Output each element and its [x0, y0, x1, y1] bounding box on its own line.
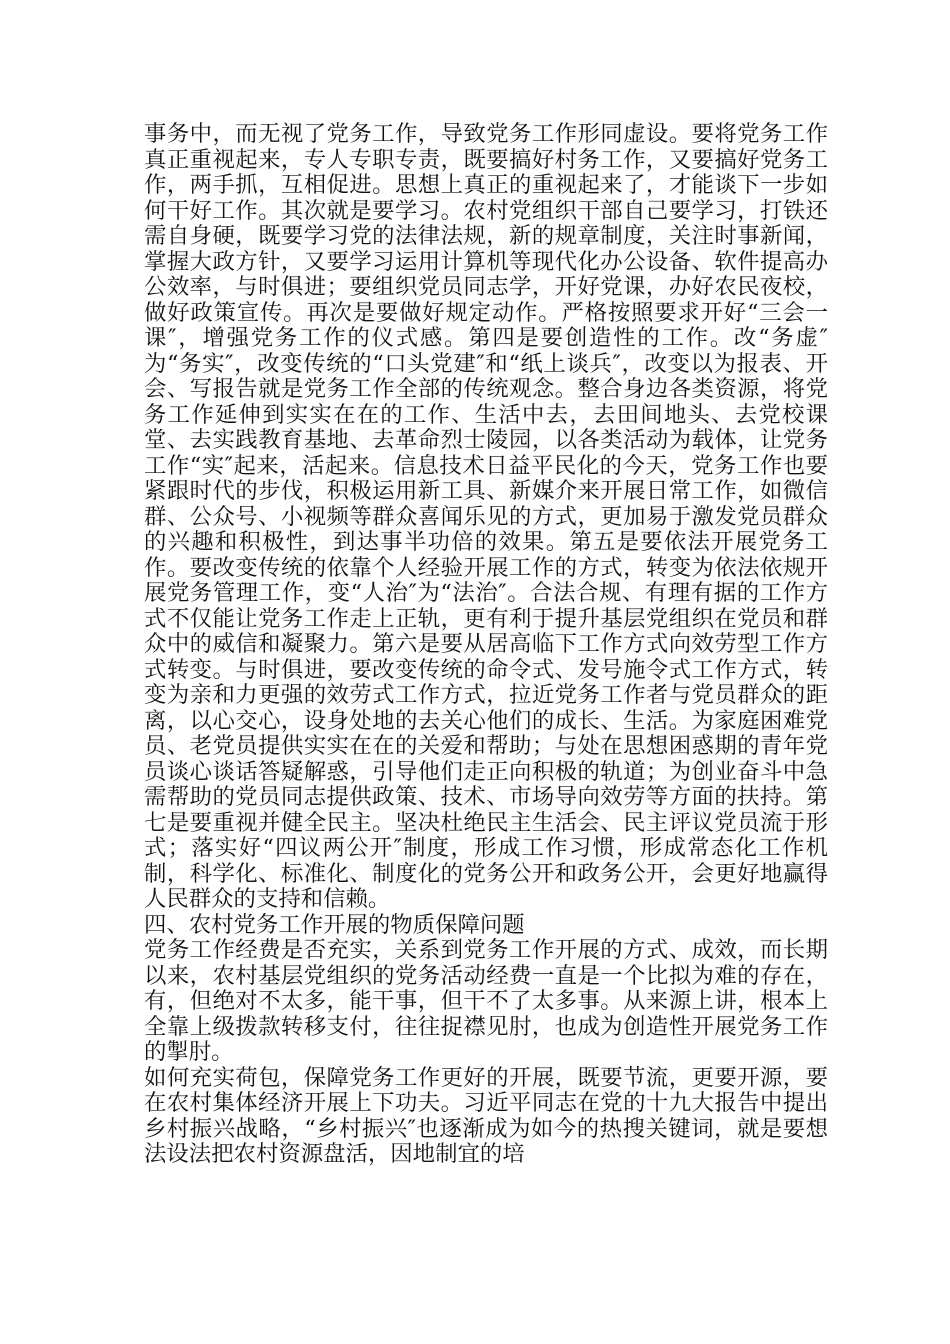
body-paragraph-2: 党务工作经费是否充实，关系到党务工作开展的方式、成效，而长期以来，农村基层党组织的党务活动经费一直是一个比拟为难的存在，有，但绝对不太多，能干事，但干不了太多事。从来源上讲，根本上全靠上级拨款转移支付，往往捉襟见肘，也成为创造性开展党务工作的掣肘。 — [144, 937, 828, 1065]
body-paragraph-3: 如何充实荷包，保障党务工作更好的开展，既要节流，更要开源，要在农村集体经济开展上下功夫。习近平同志在党的十九大报告中提出乡村振兴战略，“乡村振兴″也逐渐成为如今的热搜关键词，就是要想法设法把农村资源盘活，因地制宜的培 — [144, 1064, 828, 1167]
document-page — [144, 122, 828, 1168]
section-heading-4: 四、农村党务工作开展的物质保障问题 — [144, 911, 525, 938]
body-paragraph-1: 事务中，而无视了党务工作，导致党务工作形同虚设。要将党务工作真正重视起来，专人专职专责，既要搞好村务工作，又要搞好党务工作，两手抓，互相促进。思想上真正的重视起来了，才能谈下一步如何干好工作。其次就是要学习。农村党组织干部自己要学习，打铁还需自身硬，既要学习党的法律法规，新的规章制度，关注时事新闻，掌握大政方针，又要学习运用计算机等现代化办公设备、软件提高办公效率，与时俱进；要组织党员同志学，开好党课，办好农民夜校，做好政策宣传。再次是要做好规定动作。严格按照要求开好“三会一课″，增强党务工作的仪式感。第四是要创造性的工作。改“务虚″为“务实″，改变传统的“口头党建″和“纸上谈兵″，改变以为报表、开会、写报告就是党务工作全部的传统观念。整合身边各类资源，将党务工作延伸到实实在在的工作、生活中去，去田间地头、去党校课堂、去实践教育基地、去革命烈士陵园，以各类活动为载体，让党务工作“实″起来，活起来。信息技术日益平民化的今天，党务工作也要紧跟时代的步伐，积极运用新工具、新媒介来开展日常工作，如微信群、公众号、小视频等群众喜闻乐见的方式，更加易于激发党员群众的兴趣和积极性，到达事半功倍的效果。第五是要依法开展党务工作。要改变传统的依靠个人经验开展工作的方式，转变为依法依规开展党务管理工作，变“人治″为“法治″。合法合规、有理有据的工作方式不仅能让党务工作走上正轨，更有利于提升基层党组织在党员和群众中的威信和凝聚力。第六是要从居高临下工作方式向效劳型工作方式转变。与时俱进，要改变传统的命令式、发号施令式工作方式，转变为亲和力更强的效劳式工作方式，拉近党务工作者与党员群众的距离，以心交心，设身处地的去关心他们的成长、生活。为家庭困难党员、老党员提供实实在在的关爱和帮助；与处在思想困惑期的青年党员谈心谈话答疑解惑，引导他们走正向积极的轨道；为创业奋斗中急需帮助的党员同志提供政策、技术、市场导向效劳等方面的扶持。第七是要重视并健全民主。坚决杜绝民主生活会、民主评议党员流于形式；落实好“四议两公开″制度，形成工作习惯，形成常态化工作机制，科学化、标准化、制度化的党务公开和政务公开，会更好地赢得人民群众的支持和信赖。 — [144, 121, 828, 912]
